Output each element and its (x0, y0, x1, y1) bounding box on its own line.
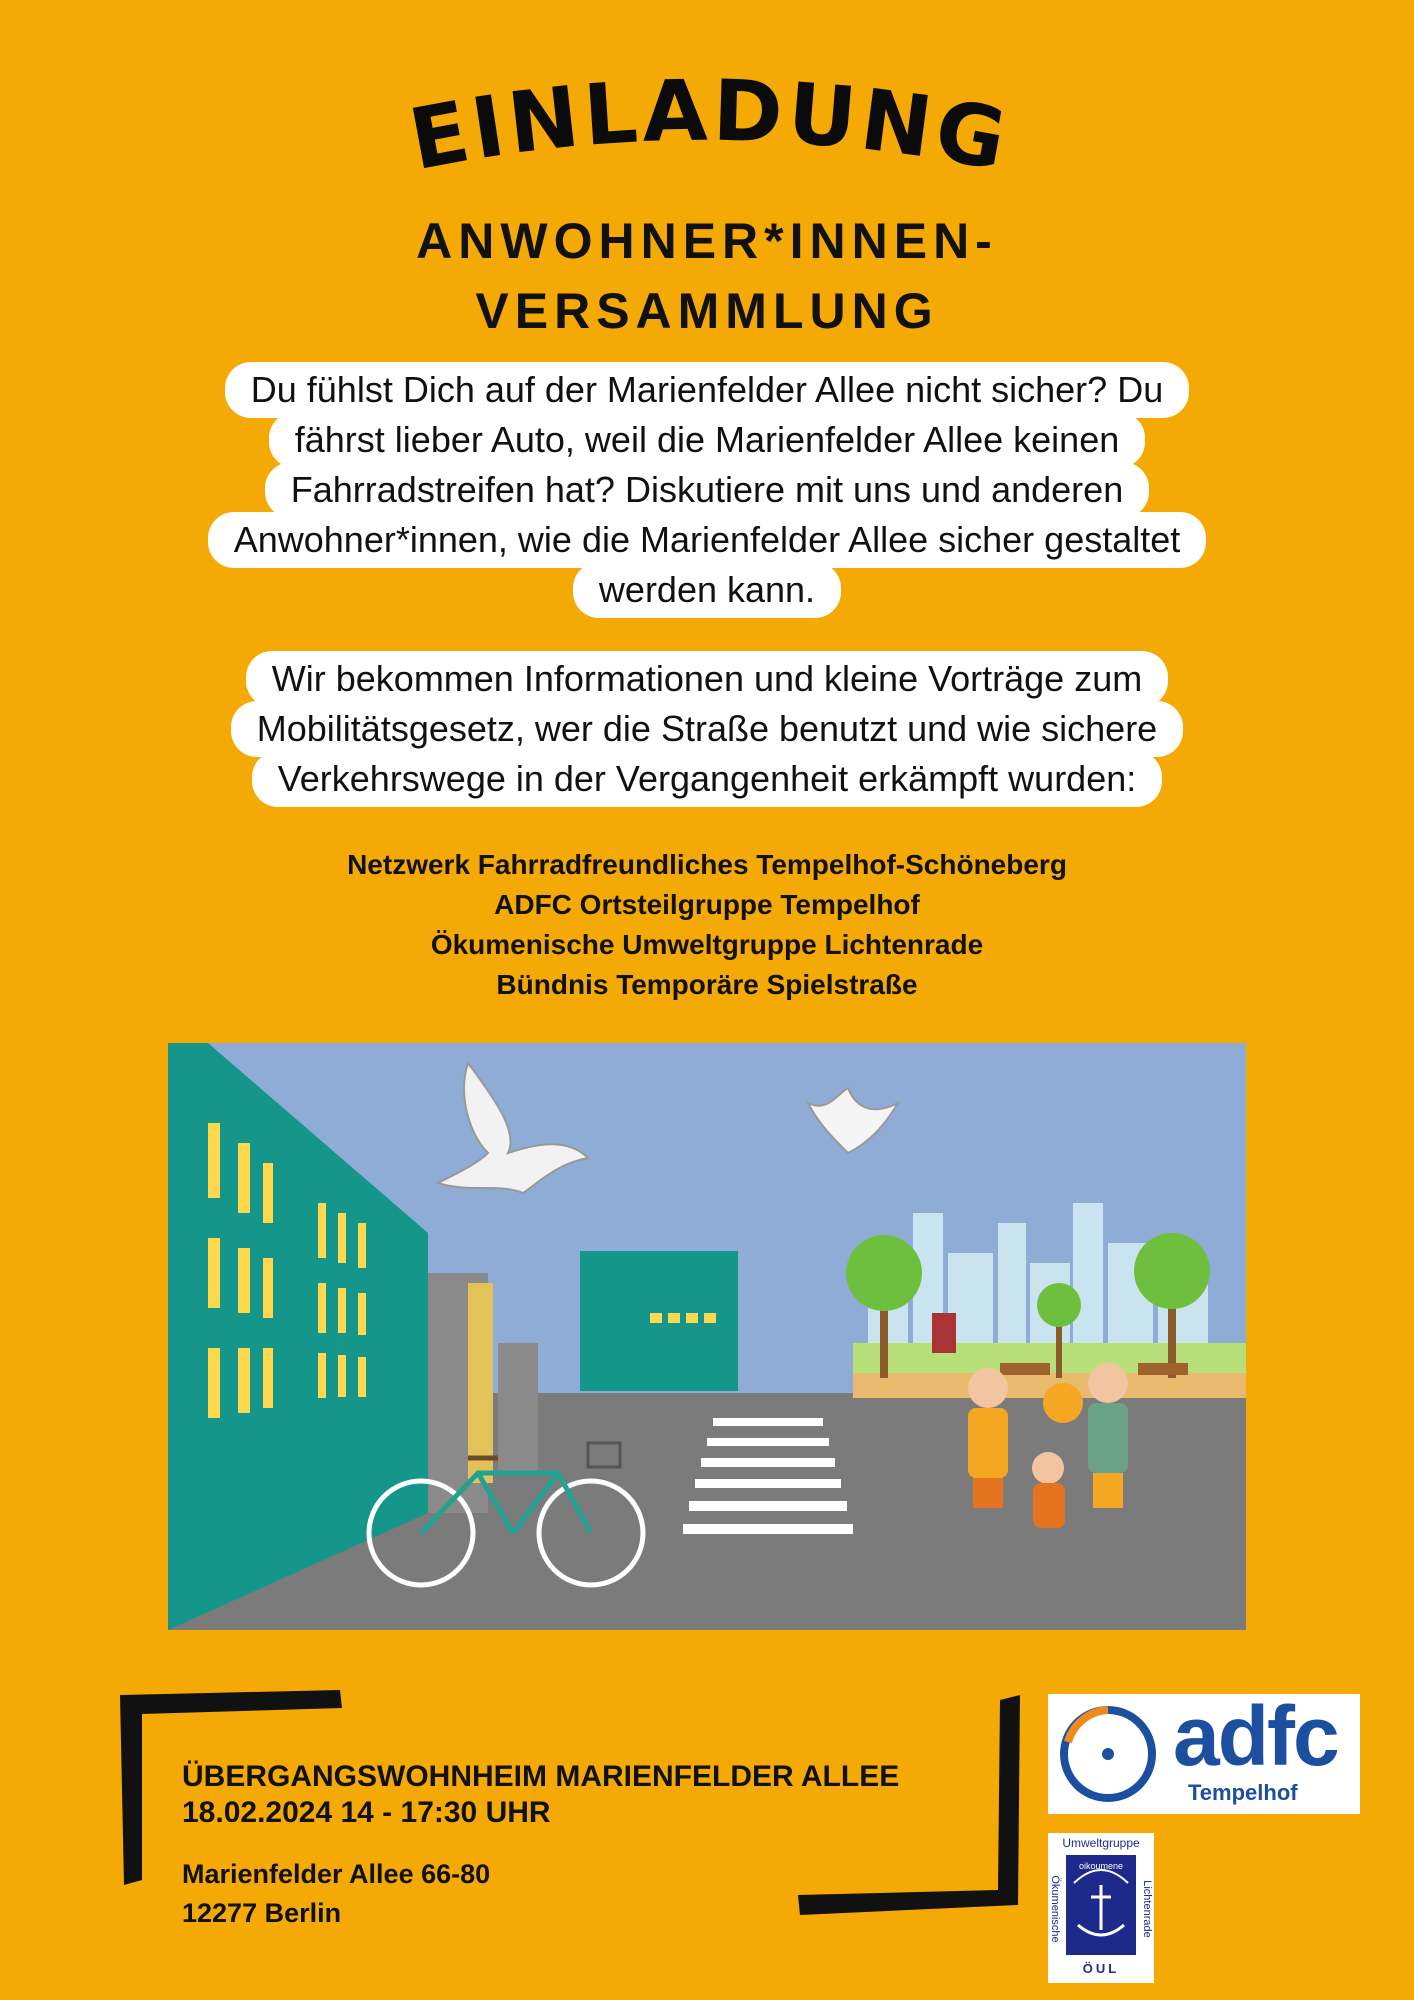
organizer-item: ADFC Ortsteilgruppe Tempelhof (494, 889, 920, 920)
page-title (300, 60, 1120, 200)
organizer-item: Netzwerk Fahrradfreundliches Tempelhof-Schöneberg (347, 849, 1067, 880)
bench (1138, 1363, 1188, 1375)
info-line: Wir bekommen Informationen und kleine Vorträge zum (246, 651, 1168, 707)
adfc-wordmark: adfc (1173, 1689, 1338, 1783)
intro-line: werden kann. (573, 562, 841, 618)
info-line: Verkehrswege in der Vergangenheit erkämpft wurden: (252, 751, 1163, 807)
info-line: Mobilitätsgesetz, wer die Straße benutzt und wie sichere (231, 701, 1183, 757)
oul-logo (1048, 1833, 1154, 1983)
street-illustration (168, 1043, 1246, 1630)
intro-line: fährst lieber Auto, weil die Marienfelder Allee keinen (269, 412, 1145, 468)
oul-right-label: Lichtenrade (1141, 1880, 1153, 1938)
kiosk (932, 1313, 956, 1353)
oul-left-label: Ökumenische (1049, 1875, 1061, 1943)
intro-line: Du fühlst Dich auf der Marienfelder Allee nicht sicher? Du (225, 362, 1189, 418)
organizer-item: Ökumenische Umweltgruppe Lichtenrade (430, 929, 984, 960)
building-yellow (468, 1283, 493, 1483)
intro-line: Anwohner*innen, wie die Marienfelder Allee sicher gestaltet (208, 512, 1207, 568)
bench (1000, 1363, 1050, 1375)
oul-bottom-label: ÖUL (1082, 1961, 1120, 1976)
event-datetime: 18.02.2024 14 - 17:30 UHR (182, 1796, 551, 1829)
event-venue: ÜBERGANGSWOHNHEIM MARIENFELDER ALLEE (182, 1760, 900, 1793)
subtitle-line-2: VERSAMMLUNG (475, 283, 939, 339)
adfc-subtitle: Tempelhof (1188, 1780, 1298, 1805)
adfc-circle-icon (1054, 1702, 1164, 1806)
oul-center-label: oikoumene (1078, 1861, 1124, 1871)
organizer-item: Bündnis Temporäre Spielstraße (496, 969, 918, 1000)
building-grey (498, 1343, 538, 1473)
event-city: 12277 Berlin (182, 1898, 342, 1928)
oul-top-label: Umweltgruppe (1062, 1836, 1140, 1850)
svg-text:EINLADUNG: EINLADUNG (402, 61, 1018, 191)
organizer-list (0, 845, 1414, 1005)
adfc-logo (1048, 1689, 1360, 1814)
subtitle-line-1: ANWOHNER*INNEN- (416, 213, 998, 269)
ball-icon (1043, 1383, 1083, 1423)
event-street: Marienfelder Allee 66-80 (182, 1859, 491, 1889)
info-text (100, 654, 1314, 804)
intro-text (100, 365, 1314, 615)
intro-line: Fahrradstreifen hat? Diskutiere mit uns und anderen (265, 462, 1149, 518)
